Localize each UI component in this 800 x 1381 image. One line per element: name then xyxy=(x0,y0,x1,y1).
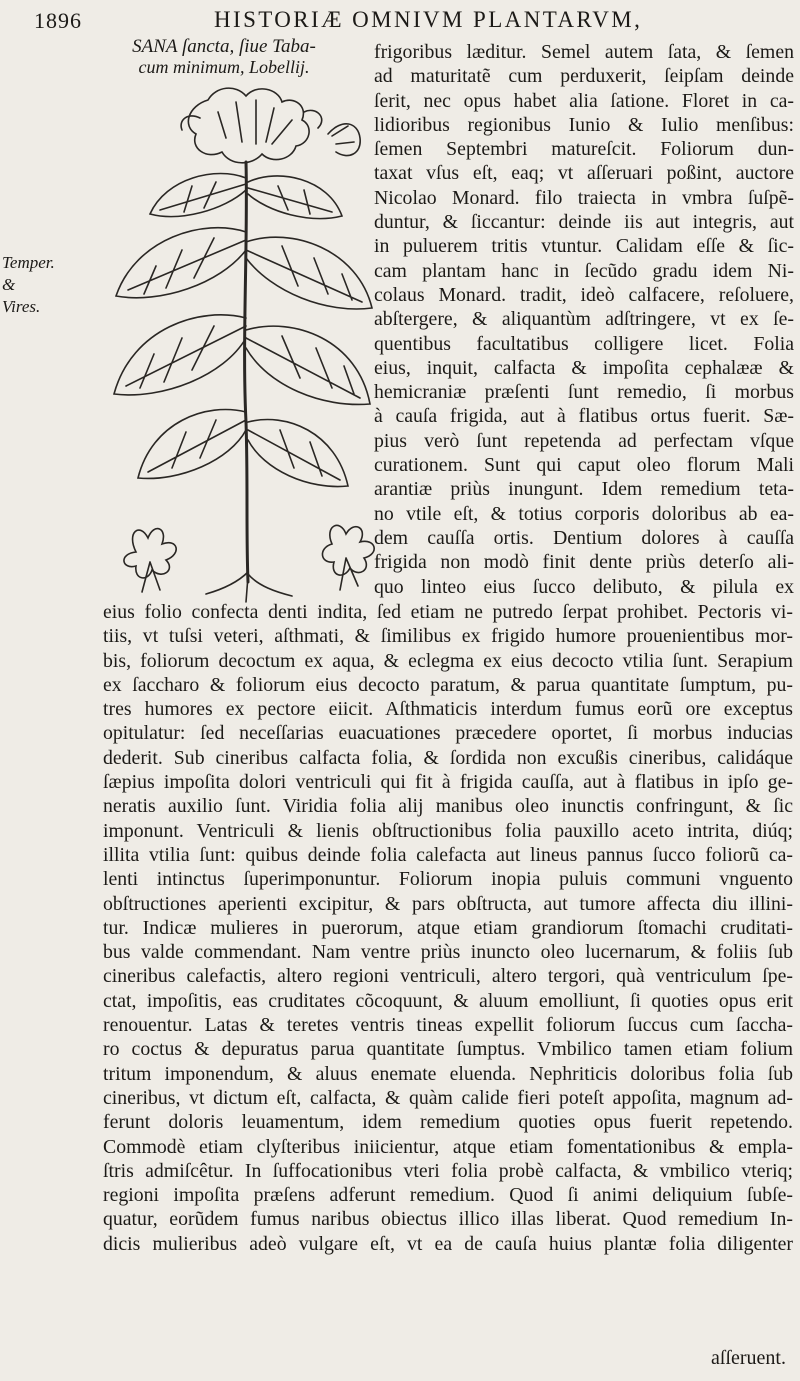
text-line: ſtris admiſcêtur. In ſuffocationibus vteri folia probè calfacta, & vmbilico vteriq; xyxy=(103,1159,793,1182)
text-line: à cauſa frigida, aut à flatibus ortus fuerit. Sæ- xyxy=(374,405,794,428)
small-plant-right xyxy=(322,525,374,575)
text-line: eius folio confecta denti indita, ſed etiam ne putredo ſerpat prohibet. Pectoris vi- xyxy=(103,601,793,623)
margin-note-line-2: & Vires. xyxy=(2,275,41,316)
text-line: ro coctus & depuratus parua quantitate ſumptus. Vmbilico tamen etiam folium xyxy=(103,1038,793,1061)
text-line: dem cauſſa ortis. Dentium dolores à cauſſa xyxy=(374,526,794,549)
text-line: Commodè etiam clyſteribus iniicientur, atque etiam fomentationibus & empla- xyxy=(103,1135,793,1158)
text-column-right xyxy=(374,40,794,599)
margin-note-line-1: Temper. xyxy=(2,253,55,272)
leaf-upper-right xyxy=(248,176,342,219)
text-line: imponunt. Ventriculi & lienis obſtructionibus folia pauxillo aceto intrita, diúq; xyxy=(103,819,793,842)
text-line: tur. Indicæ mulieres in puerorum, atque etiam grandiorum ſtomachi cruditati- xyxy=(103,916,793,939)
page-header xyxy=(0,4,800,38)
text-line: regioni impoſita præſens adferunt remedium. Quod ſi animi deliquium ſubſe- xyxy=(103,1184,793,1207)
text-line: ctat, impoſitis, eas cruditates cõcoquunt, & aluum emolliunt, ſi quoties opus erit xyxy=(103,989,793,1012)
text-line: quo linteo eius ſucco delibuto, & pilula ex xyxy=(374,575,794,598)
text-line: obſtructiones aperienti excipitur, & pars obſtructa, aut tumore affecta diu illini- xyxy=(103,892,793,915)
text-line: taxat vſus eſt, eaq; vt aſſeruari poßint, auctore xyxy=(374,162,794,185)
text-line: ſerit, nec opus habet alia ſatione. Floret in ca- xyxy=(374,89,794,112)
illustration-caption xyxy=(100,36,348,78)
text-line: tritum imponendum, & aluus enemate eluenda. Nephriticis doloribus folia ſub xyxy=(103,1062,793,1085)
text-line: quatur, eorũdem fumus naribus obiectus illico illas liberat. Quod remedium In- xyxy=(103,1208,793,1231)
text-line: curationem. Sunt qui caput oleo florum Mali xyxy=(374,454,794,477)
text-line: cineribus calefactis, altero regioni ventriculi, altero tergori, quà ventriculum ſpe- xyxy=(103,965,793,988)
text-line: ex ſaccharo & foliorum eius decocto paratum, & parua quantitate ſumptum, pu- xyxy=(103,673,793,696)
text-line: dederit. Sub cineribus calfacta folia, & ſordida non excußis cineribus, calidáque xyxy=(103,746,793,769)
text-line: abſtergere, & aliquantùm adſtringere, vt ex ſe- xyxy=(374,308,794,331)
running-title: HISTORIÆ OMNIVM PLANTARVM, xyxy=(214,7,643,32)
margin-note xyxy=(2,252,54,318)
text-line: frigoribus læditur. Semel autem ſata, & ſemen xyxy=(374,41,794,63)
text-line: ſæpius impoſita dolori ventriculi qui fit à frigida cauſſa, aut à flatibus in ipſo ge- xyxy=(103,771,793,794)
side-sprig xyxy=(328,124,360,156)
text-line: eius, inquit, calfacta & impoſita cephalææ & xyxy=(374,356,794,379)
caption-line-1: SANA ſancta, ſiue Taba- xyxy=(132,36,316,57)
tobacco-plant-woodcut-icon xyxy=(96,82,382,610)
text-line: bus valde commendant. Nam ventre priùs inuncto oleo lucernarum, & foliis ſub xyxy=(103,941,793,964)
text-line: neratis auxilio ſunt. Viridia folia alij manibus oleo inunctis confringunt, & ſic xyxy=(103,795,793,818)
text-full-width xyxy=(103,600,793,1256)
text-line: tres humores ex pectore eiicit. Aſthmaticis interdum fumus eorũ ore exceptus xyxy=(103,698,793,721)
text-line: lenti intinctus ſuperimponuntur. Foliorum inopia puluis communi vnguento xyxy=(103,868,793,891)
page-number: 1896 xyxy=(34,8,82,33)
text-line: cineribus, vt dictum eſt, calfacta, & quàm calide fieri poteſt appoſita, magnum ad- xyxy=(103,1086,793,1109)
text-line: renouentur. Latas & teretes ventris tineas expellit foliorum ſuccus cum ſaccha- xyxy=(103,1014,793,1037)
text-line: frigida non modò finit dente priùs deterſo ali- xyxy=(374,551,794,574)
text-line: ferunt doloris leuamentum, idem remedium quoties opus fuerit repetendo. xyxy=(103,1111,793,1134)
text-line: opitulatur: ſed neceſſarias euacuationes præcedere oportet, ſi morbus inducias xyxy=(103,722,793,745)
main-stem xyxy=(245,162,248,582)
text-line: colaus Monard. tradit, ideò calfacere, reſoluere, xyxy=(374,283,794,306)
small-plant-left xyxy=(124,529,176,578)
text-line: illita vtilia ſunt: quibus deinde folia calefacta aut lineus pannus ſucco foliorũ ca- xyxy=(103,843,793,866)
flower-cluster xyxy=(188,88,309,163)
text-line: in puluerem tritis vtuntur. Calidam eſſe & ſic- xyxy=(374,235,794,258)
leaf-upper-left xyxy=(150,174,246,217)
catchword: aſſeruent. xyxy=(711,1347,786,1369)
text-line: ſemen Septembri matureſcit. Foliorum dun- xyxy=(374,138,794,161)
text-line: cam plantam hanc in ſecũdo gradu idem Ni- xyxy=(374,259,794,282)
text-line: arantiæ priùs inungunt. Idem remedium teta- xyxy=(374,478,794,501)
text-line: quentibus facultatibus colligere licet. Folia xyxy=(374,332,794,355)
text-line: bis, foliorum decoctum ex aqua, & eclegma ex eius decocto vtilia ſunt. Serapium xyxy=(103,649,793,672)
text-line: Nicolao Monard. filo traiecta in vmbra ſuſpẽ- xyxy=(374,186,794,209)
text-line: pius verò ſunt repetenda ad perfectam vſque xyxy=(374,429,794,452)
text-line: no vtile eſt, & totius corporis doloribus ab ea- xyxy=(374,502,794,525)
text-line: lidioribus regionibus Iunio & Iulio menſibus: xyxy=(374,113,794,136)
text-line: tiis, vt tuſsi veteri, aſthmati, & ſimilibus ex frigido humore prouenientibus mor- xyxy=(103,625,793,648)
caption-line-2: cum minimum, Lobellij. xyxy=(138,57,310,77)
text-line: dicis mulieribus adeò vulgare eſt, vt ea de cauſa huius plantæ folia diligenter xyxy=(103,1232,793,1255)
text-line: duntur, & ſiccantur: deinde iis aut integris, aut xyxy=(374,211,794,234)
text-line: ad maturitatẽ cum perduxerit, ſeipſam deinde xyxy=(374,65,794,88)
text-line: hemicraniæ præſenti ſunt remedio, ſi morbus xyxy=(374,381,794,404)
